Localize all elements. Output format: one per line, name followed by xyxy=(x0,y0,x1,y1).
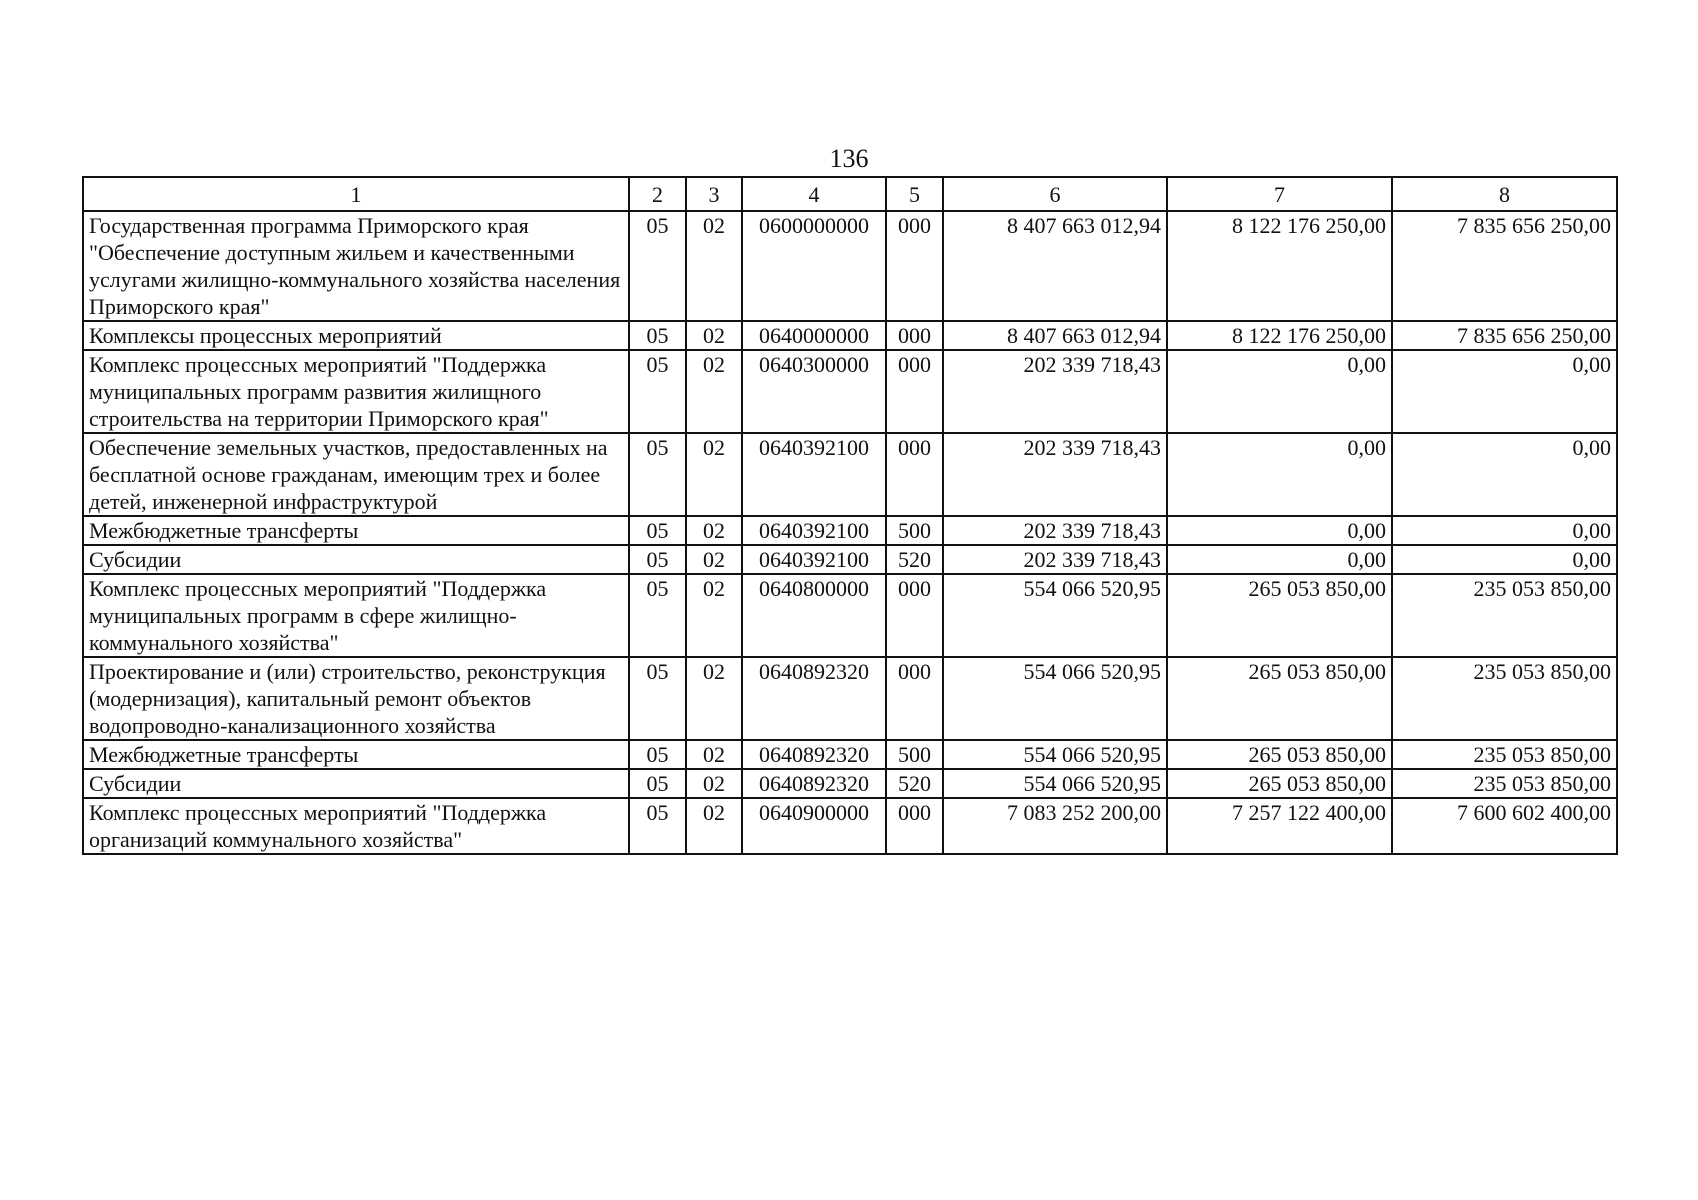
amount-col6-cell: 554 066 520,95 xyxy=(943,740,1167,769)
column-header: 7 xyxy=(1167,177,1392,211)
section-code-cell: 05 xyxy=(629,574,686,657)
expense-type-cell: 000 xyxy=(886,350,943,433)
table-row xyxy=(83,516,1617,545)
target-article-cell: 0640892320 xyxy=(742,657,886,740)
section-code-cell: 05 xyxy=(629,657,686,740)
amount-col8-cell: 235 053 850,00 xyxy=(1392,740,1617,769)
subsection-code-cell: 02 xyxy=(686,433,742,516)
subsection-code-cell: 02 xyxy=(686,657,742,740)
amount-col7-cell: 0,00 xyxy=(1167,350,1392,433)
expense-type-cell: 000 xyxy=(886,321,943,350)
expense-type-cell: 000 xyxy=(886,798,943,854)
table-row xyxy=(83,769,1617,798)
table-row xyxy=(83,574,1617,657)
amount-col6-cell: 202 339 718,43 xyxy=(943,516,1167,545)
column-header: 4 xyxy=(742,177,886,211)
section-code-cell: 05 xyxy=(629,350,686,433)
table-row xyxy=(83,211,1617,321)
amount-col8-cell: 235 053 850,00 xyxy=(1392,657,1617,740)
subsection-code-cell: 02 xyxy=(686,516,742,545)
amount-col7-cell: 0,00 xyxy=(1167,516,1392,545)
row-name-cell: Государственная программа Приморского края "Обеспечение доступным жильем и качественными услугами жилищно-коммунального хозяйства населения Приморского края" xyxy=(83,211,629,321)
row-name-cell: Комплекс процессных мероприятий "Поддержка муниципальных программ развития жилищного строительства на территории Приморского края" xyxy=(83,350,629,433)
expense-type-cell: 520 xyxy=(886,769,943,798)
amount-col6-cell: 202 339 718,43 xyxy=(943,350,1167,433)
subsection-code-cell: 02 xyxy=(686,740,742,769)
target-article-cell: 0640392100 xyxy=(742,545,886,574)
table-row xyxy=(83,350,1617,433)
column-header: 2 xyxy=(629,177,686,211)
amount-col7-cell: 265 053 850,00 xyxy=(1167,574,1392,657)
expense-type-cell: 000 xyxy=(886,657,943,740)
amount-col7-cell: 265 053 850,00 xyxy=(1167,740,1392,769)
target-article-cell: 0640392100 xyxy=(742,433,886,516)
table-row xyxy=(83,321,1617,350)
row-name-cell: Проектирование и (или) строительство, реконструкция (модернизация), капитальный ремонт объектов водопроводно-канализационного хозяйства xyxy=(83,657,629,740)
expense-type-cell: 500 xyxy=(886,740,943,769)
target-article-cell: 0640392100 xyxy=(742,516,886,545)
section-code-cell: 05 xyxy=(629,516,686,545)
target-article-cell: 0640000000 xyxy=(742,321,886,350)
amount-col7-cell: 0,00 xyxy=(1167,433,1392,516)
table-row xyxy=(83,657,1617,740)
amount-col7-cell: 8 122 176 250,00 xyxy=(1167,211,1392,321)
table-row xyxy=(83,433,1617,516)
section-code-cell: 05 xyxy=(629,545,686,574)
amount-col6-cell: 554 066 520,95 xyxy=(943,574,1167,657)
section-code-cell: 05 xyxy=(629,433,686,516)
section-code-cell: 05 xyxy=(629,211,686,321)
row-name-cell: Обеспечение земельных участков, предоставленных на бесплатной основе гражданам, имеющим трех и более детей, инженерной инфраструктурой xyxy=(83,433,629,516)
subsection-code-cell: 02 xyxy=(686,321,742,350)
row-name-cell: Субсидии xyxy=(83,769,629,798)
amount-col8-cell: 0,00 xyxy=(1392,433,1617,516)
column-header: 1 xyxy=(83,177,629,211)
row-name-cell: Комплексы процессных мероприятий xyxy=(83,321,629,350)
amount-col7-cell: 8 122 176 250,00 xyxy=(1167,321,1392,350)
row-name-cell: Комплекс процессных мероприятий "Поддержка муниципальных программ в сфере жилищно-коммунального хозяйства" xyxy=(83,574,629,657)
amount-col8-cell: 0,00 xyxy=(1392,516,1617,545)
row-name-cell: Межбюджетные трансферты xyxy=(83,516,629,545)
amount-col7-cell: 7 257 122 400,00 xyxy=(1167,798,1392,854)
amount-col6-cell: 202 339 718,43 xyxy=(943,433,1167,516)
target-article-cell: 0640892320 xyxy=(742,740,886,769)
row-name-cell: Субсидии xyxy=(83,545,629,574)
column-header: 6 xyxy=(943,177,1167,211)
expense-type-cell: 000 xyxy=(886,211,943,321)
target-article-cell: 0640800000 xyxy=(742,574,886,657)
subsection-code-cell: 02 xyxy=(686,350,742,433)
section-code-cell: 05 xyxy=(629,798,686,854)
amount-col7-cell: 0,00 xyxy=(1167,545,1392,574)
amount-col6-cell: 202 339 718,43 xyxy=(943,545,1167,574)
amount-col6-cell: 7 083 252 200,00 xyxy=(943,798,1167,854)
section-code-cell: 05 xyxy=(629,740,686,769)
subsection-code-cell: 02 xyxy=(686,545,742,574)
target-article-cell: 0640892320 xyxy=(742,769,886,798)
section-code-cell: 05 xyxy=(629,321,686,350)
expense-type-cell: 000 xyxy=(886,574,943,657)
amount-col8-cell: 0,00 xyxy=(1392,545,1617,574)
amount-col8-cell: 235 053 850,00 xyxy=(1392,769,1617,798)
column-header: 8 xyxy=(1392,177,1617,211)
amount-col8-cell: 7 600 602 400,00 xyxy=(1392,798,1617,854)
amount-col6-cell: 8 407 663 012,94 xyxy=(943,211,1167,321)
amount-col6-cell: 8 407 663 012,94 xyxy=(943,321,1167,350)
row-name-cell: Межбюджетные трансферты xyxy=(83,740,629,769)
table-header-row xyxy=(83,177,1617,211)
table-row xyxy=(83,798,1617,854)
target-article-cell: 0640300000 xyxy=(742,350,886,433)
subsection-code-cell: 02 xyxy=(686,769,742,798)
target-article-cell: 0640900000 xyxy=(742,798,886,854)
column-header: 5 xyxy=(886,177,943,211)
table-row xyxy=(83,545,1617,574)
page-number: 136 xyxy=(829,144,869,173)
target-article-cell: 0600000000 xyxy=(742,211,886,321)
amount-col7-cell: 265 053 850,00 xyxy=(1167,657,1392,740)
amount-col8-cell: 7 835 656 250,00 xyxy=(1392,211,1617,321)
expense-type-cell: 500 xyxy=(886,516,943,545)
expense-type-cell: 520 xyxy=(886,545,943,574)
amount-col7-cell: 265 053 850,00 xyxy=(1167,769,1392,798)
amount-col6-cell: 554 066 520,95 xyxy=(943,769,1167,798)
section-code-cell: 05 xyxy=(629,769,686,798)
subsection-code-cell: 02 xyxy=(686,798,742,854)
amount-col8-cell: 7 835 656 250,00 xyxy=(1392,321,1617,350)
amount-col8-cell: 235 053 850,00 xyxy=(1392,574,1617,657)
subsection-code-cell: 02 xyxy=(686,211,742,321)
amount-col8-cell: 0,00 xyxy=(1392,350,1617,433)
budget-table xyxy=(82,176,1618,855)
subsection-code-cell: 02 xyxy=(686,574,742,657)
table-row xyxy=(83,740,1617,769)
row-name-cell: Комплекс процессных мероприятий "Поддержка организаций коммунального хозяйства" xyxy=(83,798,629,854)
column-header: 3 xyxy=(686,177,742,211)
expense-type-cell: 000 xyxy=(886,433,943,516)
amount-col6-cell: 554 066 520,95 xyxy=(943,657,1167,740)
